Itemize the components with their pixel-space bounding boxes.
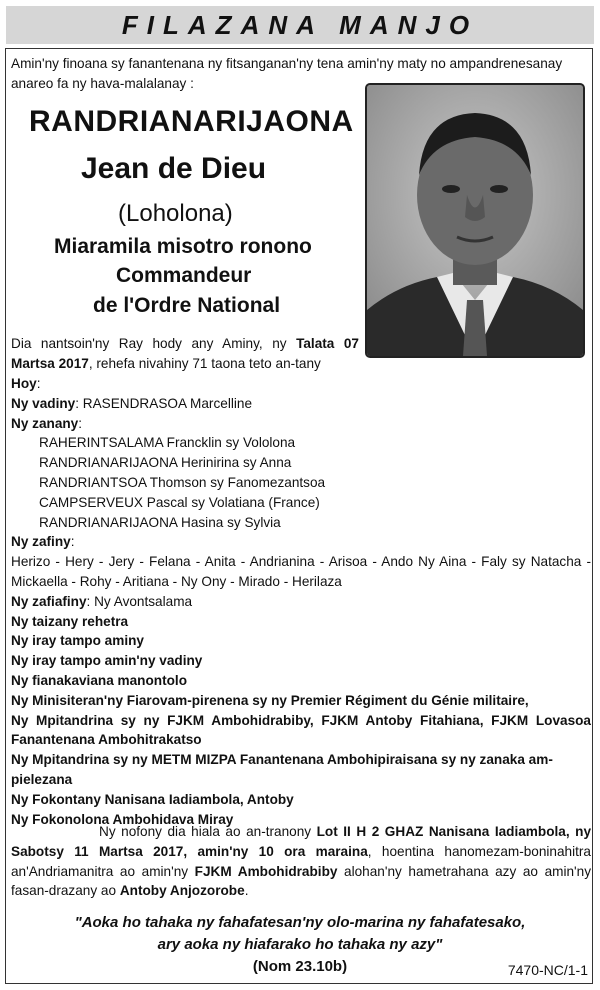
death-announcement: Dia nantsoin'ny Ray hody any Aminy, ny Talata 07 Martsa 2017, rehefa nivahiny 71 taona teto an-tany: [11, 336, 359, 371]
list-item: Ny Minisiteran'ny Fiarovam-pirenena sy ny Premier Régiment du Génie militaire,: [11, 692, 529, 708]
deceased-alias: (Loholona): [118, 200, 233, 227]
list-item: RANDRIANARIJAONA Hasina sy Sylvia: [39, 514, 281, 530]
deceased-surname: RANDRIANARIJAONA: [29, 105, 354, 138]
rank-line-3: de l'Ordre National: [93, 294, 281, 317]
rank-line-1: Miaramila misotro ronono: [54, 235, 312, 258]
list-item: Ny fianakaviana manontolo: [11, 672, 188, 688]
portrait-photo: [365, 83, 585, 358]
intro-text: Amin'ny finoana sy fanantenana ny fitsanganan'ny tena amin'ny maty no ampandrenesanay anareo fa ny hava-malalanay :: [11, 56, 563, 91]
children-heading: Ny zanany:: [11, 415, 83, 431]
list-item: RAHERINTSALAMA Francklin sy Vololona: [39, 435, 296, 451]
list-item: Ny iray tampo amin'ny vadiny: [11, 653, 203, 669]
list-item: RANDRIANTSOA Thomson sy Fanomezantsoa: [39, 474, 326, 490]
grandchildren-list: Herizo - Hery - Jery - Felana - Anita - Andrianina - Arisoa - Ando Ny Aina - Faly sy Natacha - Mickaella - Rohy - Aritiana - Ny Ony - Mirado - Herilaza: [11, 554, 591, 589]
list-item: RANDRIANARIJAONA Herinirina sy Anna: [39, 455, 292, 471]
list-item: Ny Fokonolona Ambohidava Miray: [11, 811, 234, 827]
list-item: Ny Fokontany Nanisana Iadiambola, Antoby: [11, 791, 294, 807]
grandchildren-heading: Ny zafiny:: [11, 534, 75, 550]
great-grandchildren-line: Ny zafiafiny: Ny Avontsalama: [11, 593, 193, 609]
scripture-quote: "Aoka ho tahaka ny fahafatesan'ny olo-marina ny fahafatesako, ary aoka ny hiafarako ho tahaka ny azy" (Nom 23.10b): [0, 912, 600, 978]
deceased-given-name: Jean de Dieu: [81, 152, 267, 185]
header-banner: [6, 6, 594, 44]
portrait-image: [367, 85, 583, 356]
list-item: Ny taizany rehetra: [11, 613, 129, 629]
spouse-line: Ny vadiny: RASENDRASOA Marcelline: [11, 395, 252, 411]
rank-line-2: Commandeur: [116, 264, 252, 287]
scripture-reference: (Nom 23.10b): [252, 958, 348, 975]
family-section: Hoy: Ny vadiny: RASENDRASOA Marcelline Ny zanany: RAHERINTSALAMA Francklin sy Vololona RANDRIANARIJAONA Herinirina sy Anna RANDRIANTSOA Thomson sy Fanomezantsoa CAMPSERVEUX Pascal sy Volatiana (France) RANDRIANARIJAONA Hasina sy Sylvia Ny zafiny: Herizo - Hery - Jery - Felana - Anita - Andrianina - Arisoa - Ando Ny Aina - Faly sy Natacha - Mickaella - Rohy - Aritiana - Ny Ony - Mirado - Herilaza Ny zafiafiny: Ny Avontsalama Ny taizany rehetra Ny iray tampo aminy Ny iray tampo amin'ny vadiny Ny fianakaviana manontolo Ny Minisiteran'ny Fiarovam-pirenena sy ny Premier Régiment du Génie militaire, Ny Mpitandrina sy ny FJKM Ambohidrabiby, FJKM Antoby Fitahiana, FJKM Lovasoa Fanantenana Ambohitrakatso Ny Mpitandrina sy ny METM MIZPA Fanantenana Ambohipiraisana sy ny zanaka am-pielezana Ny Fokontany Nanisana Iadiambola, Antoby Ny Fokonolona Ambohidava Miray: [11, 374, 591, 829]
banner-title: FILAZANA MANJO: [121, 9, 479, 40]
notice-code: 7470-NC/1-1: [507, 962, 588, 978]
list-item: Ny iray tampo aminy: [11, 633, 144, 649]
list-item: Ny Mpitandrina sy ny METM MIZPA Fanantenana Ambohipiraisana sy ny zanaka am-pielezana: [11, 752, 553, 787]
list-item: Ny Mpitandrina sy ny FJKM Ambohidrabiby, FJKM Antoby Fitahiana, FJKM Lovasoa Fanantenana Ambohitrakatso: [11, 712, 591, 748]
burial-details: Ny nofony dia hiala ao an-tranony Lot II H 2 GHAZ Nanisana Iadiambola, ny Sabotsy 11 Martsa 2017, amin'ny 10 ora maraina, hoentina hanomezam-boninahitra an'Andriamanitra ao amin'ny FJKM Ambohidrabiby alohan'ny hametrahana azy ao amin'ny fasan-drazany ao Antoby Anjozorobe.: [11, 824, 592, 899]
list-item: CAMPSERVEUX Pascal sy Volatiana (France): [39, 494, 320, 510]
